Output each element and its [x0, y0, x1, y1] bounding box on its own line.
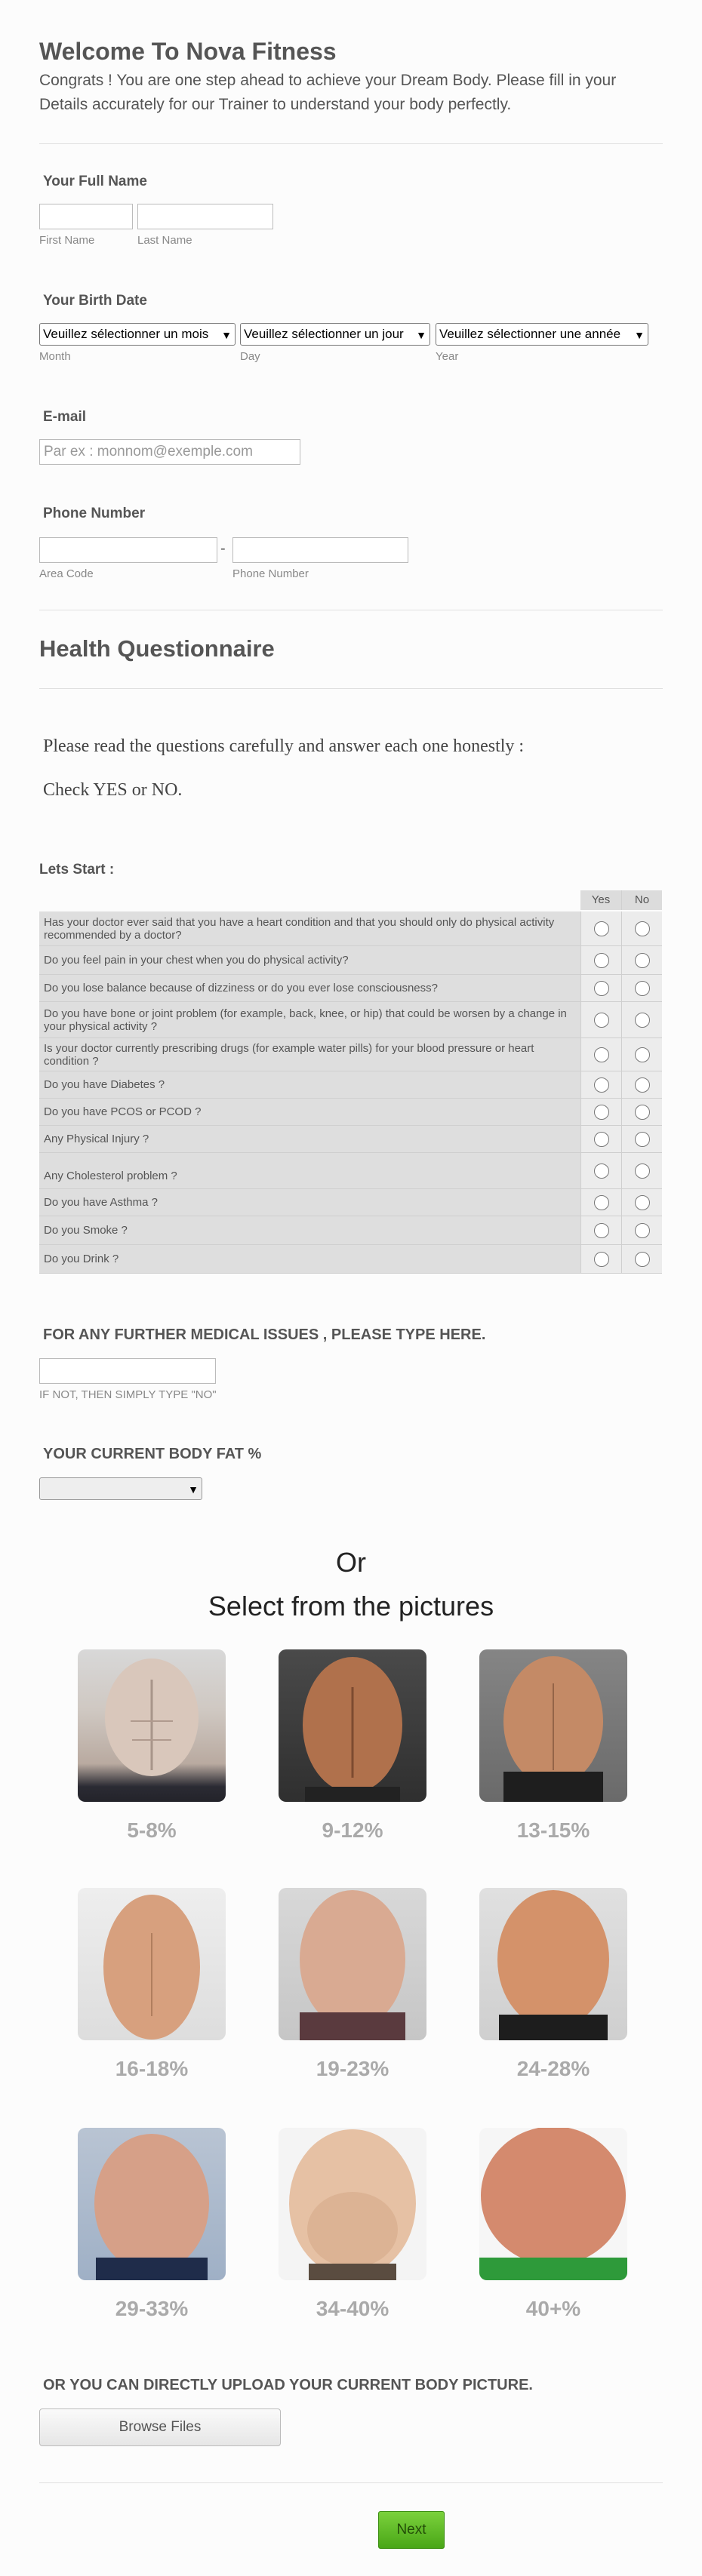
torso-image [78, 2128, 226, 2280]
year-sublabel: Year [436, 350, 459, 363]
day-sublabel: Day [240, 350, 260, 363]
matrix-row [39, 1071, 662, 1099]
yes-radio[interactable] [594, 1164, 609, 1179]
body-fat-select[interactable] [39, 1477, 202, 1500]
body-fat-option-label[interactable]: 16-18% [115, 2057, 189, 2080]
month-sublabel: Month [39, 350, 71, 363]
first-name-input[interactable] [39, 204, 133, 229]
body-fat-option-label[interactable]: 29-33% [115, 2297, 189, 2320]
medical-sublabel: IF NOT, THEN SIMPLY TYPE "NO" [39, 1388, 217, 1401]
chevron-down-icon: ▼ [634, 329, 645, 341]
chevron-down-icon: ▼ [188, 1483, 199, 1495]
first-name-sublabel: First Name [39, 234, 95, 247]
matrix-row [39, 946, 662, 975]
matrix-question: Do you have PCOS or PCOD ? [39, 1099, 580, 1125]
body-fat-option-label[interactable]: 24-28% [516, 2057, 590, 2080]
birth-day-value: Veuillez sélectionner un jour [244, 327, 404, 341]
matrix-row [39, 1126, 662, 1153]
matrix-question: Do you lose balance because of dizziness or do you ever lose consciousness? [39, 975, 580, 1001]
matrix-header-no: No [621, 890, 662, 910]
matrix-question: Is your doctor currently prescribing drugs (for example water pills) for your blood pressure or heart condition ? [39, 1038, 580, 1071]
body-fat-option-label[interactable]: 9-12% [322, 1818, 383, 1842]
chevron-down-icon: ▼ [221, 329, 232, 341]
phone-number-sublabel: Phone Number [232, 567, 309, 580]
health-matrix [39, 911, 662, 1280]
matrix-row [39, 1038, 662, 1071]
full-name-label: Your Full Name [43, 174, 147, 189]
matrix-row [39, 1153, 662, 1189]
no-radio[interactable] [635, 1047, 650, 1062]
area-code-sublabel: Area Code [39, 567, 94, 580]
yes-radio[interactable] [594, 1132, 609, 1147]
birth-month-value: Veuillez sélectionner un mois [43, 327, 209, 341]
phone-label: Phone Number [43, 506, 146, 521]
divider [39, 2482, 663, 2483]
body-fat-option-label[interactable]: 40+% [525, 2297, 581, 2320]
body-fat-option-image[interactable] [479, 2128, 627, 2280]
body-fat-option-label[interactable]: 13-15% [516, 1818, 590, 1842]
no-radio[interactable] [635, 921, 650, 936]
body-fat-option-image[interactable] [279, 2128, 426, 2280]
phone-separator: - [220, 540, 226, 557]
matrix-question: Do you Smoke ? [39, 1216, 580, 1244]
phone-number-input[interactable] [232, 537, 408, 563]
yes-radio[interactable] [594, 1252, 609, 1267]
matrix-question: Any Cholesterol problem ? [39, 1153, 580, 1188]
divider [39, 143, 663, 144]
matrix-question: Do you feel pain in your chest when you do physical activity? [39, 946, 580, 974]
instruction-2: Check YES or NO. [43, 780, 183, 800]
yes-radio[interactable] [594, 1077, 609, 1093]
torso-image [479, 1649, 627, 1802]
matrix-row [39, 1189, 662, 1216]
medical-issues-input[interactable] [39, 1358, 216, 1384]
email-field[interactable]: Par ex : monnom@exemple.com [39, 439, 300, 465]
torso-image [279, 1888, 426, 2040]
birth-year-value: Veuillez sélectionner une année [439, 327, 621, 341]
next-button[interactable]: Next [378, 2511, 445, 2549]
no-radio[interactable] [635, 1223, 650, 1238]
email-label: E-mail [43, 409, 87, 425]
yes-radio[interactable] [594, 1105, 609, 1120]
area-code-input[interactable] [39, 537, 217, 563]
yes-radio[interactable] [594, 921, 609, 936]
last-name-input[interactable] [137, 204, 273, 229]
matrix-row [39, 911, 662, 946]
browse-files-button[interactable]: Browse Files [39, 2408, 281, 2446]
body-fat-option-image[interactable] [78, 1888, 226, 2040]
body-fat-option-image[interactable] [78, 2128, 226, 2280]
body-fat-option-label[interactable]: 34-40% [316, 2297, 389, 2320]
or-heading: Or [336, 1547, 366, 1578]
body-fat-option-image[interactable] [279, 1888, 426, 2040]
no-radio[interactable] [635, 1164, 650, 1179]
matrix-question: Do you have Asthma ? [39, 1189, 580, 1216]
torso-image [279, 1649, 426, 1802]
no-radio[interactable] [635, 1252, 650, 1267]
matrix-row [39, 1002, 662, 1038]
yes-radio[interactable] [594, 953, 609, 968]
no-radio[interactable] [635, 1132, 650, 1147]
form-title: Welcome To Nova Fitness [39, 38, 337, 65]
yes-radio[interactable] [594, 981, 609, 996]
medical-label: FOR ANY FURTHER MEDICAL ISSUES , PLEASE TYPE HERE. [43, 1326, 486, 1343]
matrix-row [39, 1216, 662, 1245]
matrix-question: Do you have Diabetes ? [39, 1071, 580, 1098]
torso-image [279, 2128, 426, 2280]
divider [39, 688, 663, 689]
select-pictures-heading: Select from the pictures [208, 1591, 494, 1622]
matrix-question: Do you have bone or joint problem (for example, back, knee, or hip) that could be worsen by a change in your physical activity ? [39, 1002, 580, 1037]
chevron-down-icon: ▼ [416, 329, 426, 341]
yes-radio[interactable] [594, 1047, 609, 1062]
torso-image [479, 1888, 627, 2040]
no-radio[interactable] [635, 1195, 650, 1210]
body-fat-option-image[interactable] [279, 1649, 426, 1802]
matrix-question: Any Physical Injury ? [39, 1126, 580, 1152]
last-name-sublabel: Last Name [137, 234, 192, 247]
body-fat-option-image[interactable] [479, 1888, 627, 2040]
torso-image [78, 1888, 226, 2040]
body-fat-option-image[interactable] [479, 1649, 627, 1802]
yes-radio[interactable] [594, 1013, 609, 1028]
health-title: Health Questionnaire [39, 635, 275, 662]
body-fat-option-label[interactable]: 19-23% [316, 2057, 389, 2080]
matrix-row [39, 1245, 662, 1274]
no-radio[interactable] [635, 1013, 650, 1028]
no-radio[interactable] [635, 981, 650, 996]
intro-line-1: Congrats ! You are one step ahead to achieve your Dream Body. Please fill in your [39, 72, 617, 89]
matrix-row [39, 975, 662, 1002]
torso-image [479, 2128, 627, 2280]
yes-radio[interactable] [594, 1223, 609, 1238]
body-fat-option-image[interactable] [78, 1649, 226, 1802]
yes-radio[interactable] [594, 1195, 609, 1210]
no-radio[interactable] [635, 953, 650, 968]
matrix-header-yes: Yes [580, 890, 621, 910]
torso-image [78, 1649, 226, 1802]
birth-date-label: Your Birth Date [43, 293, 147, 309]
no-radio[interactable] [635, 1077, 650, 1093]
body-fat-label: YOUR CURRENT BODY FAT % [43, 1446, 262, 1462]
upload-label: OR YOU CAN DIRECTLY UPLOAD YOUR CURRENT BODY PICTURE. [43, 2377, 533, 2393]
birth-year-select[interactable] [436, 323, 648, 346]
instruction-1: Please read the questions carefully and answer each one honestly : [43, 736, 525, 756]
body-fat-option-label[interactable]: 5-8% [127, 1818, 177, 1842]
lets-start-label: Lets Start : [39, 862, 115, 878]
matrix-question: Has your doctor ever said that you have a heart condition and that you should only do physical activity recommended by a doctor? [39, 911, 580, 945]
intro-line-2: Details accurately for our Trainer to understand your body perfectly. [39, 96, 512, 113]
birth-day-select[interactable] [240, 323, 430, 346]
no-radio[interactable] [635, 1105, 650, 1120]
matrix-question: Do you Drink ? [39, 1245, 580, 1273]
birth-month-select[interactable] [39, 323, 236, 346]
matrix-row [39, 1099, 662, 1126]
